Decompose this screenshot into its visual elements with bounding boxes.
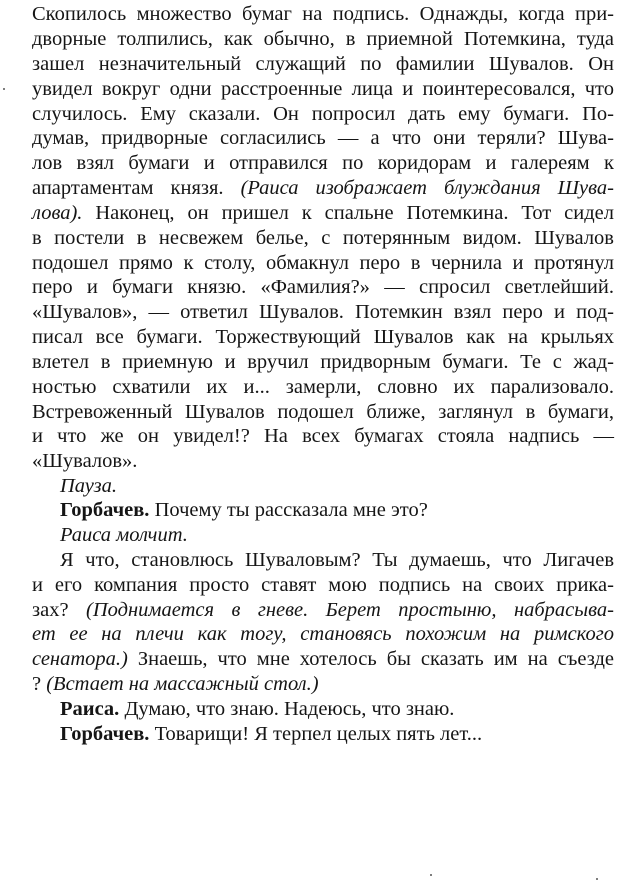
text-line: и что же он увидел!? На всех бумагах стояла надпись — (32, 425, 614, 447)
text-line: Скопилось множество бумаг на подпись. Однажды, когда при- (32, 3, 614, 25)
text-line: Я что, становлюсь Шуваловым? Ты думаешь, что Лигачев (60, 549, 614, 571)
stage-direction: (Встает на массажный стол.) (46, 673, 319, 695)
text-run: Знаешь, что мне хотелось бы сказать им на съезде (137, 648, 614, 670)
text-line: Встревоженный Шувалов подошел ближе, заглянул в бумаги, (32, 401, 614, 423)
stage-direction: лова). (32, 202, 83, 224)
dialogue-line (60, 722, 614, 746)
text-line (32, 201, 614, 225)
text-line: «Шувалов», — ответил Шувалов. Потемкин взял перо и под- (32, 301, 614, 323)
text-run: Наконец, он пришел к спальне Потемкина. Тот сидел (95, 202, 614, 224)
text-line: влетел в приемную и вручил придворным бумаги. Те с жад- (32, 351, 614, 373)
scan-speck (596, 878, 598, 880)
text-run: зах? (32, 599, 69, 621)
text-line: думав, придворные согласились — а что они теряли? Шува- (32, 127, 614, 149)
text-line (32, 672, 614, 696)
dialogue-text: Почему ты рассказала мне это? (154, 499, 428, 521)
text-line: перо и бумаги князю. «Фамилия?» — спросил светлейший. (32, 276, 614, 298)
stage-direction: сенатора.) (32, 648, 128, 670)
text-line: лов взял бумаги и отправился по коридорам и галереям к (32, 152, 614, 174)
text-line (32, 598, 614, 622)
stage-direction: Раиса молчит. (60, 524, 188, 546)
text-line: увидел вокруг одни расстроенные лица и поинтересовался, что (32, 78, 614, 100)
dialogue-text: Думаю, что знаю. Надеюсь, что знаю. (124, 698, 455, 720)
text-run: апартаментам князя. (32, 177, 224, 199)
dialogue-text: Товарищи! Я терпел целых пять лет... (154, 723, 483, 745)
stage-direction: ет ее на плечи как тогу, становясь похожим на римского (32, 623, 614, 645)
dialogue-line (60, 697, 614, 721)
stage-direction: (Поднимается в гневе. Берет простыню, набрасыва- (86, 599, 614, 621)
text-line: «Шувалов». (32, 450, 138, 472)
stage-direction: (Раиса изображает блуждания Шува- (240, 177, 614, 199)
dialogue-line (60, 498, 614, 522)
stage-direction: Пауза. (60, 475, 117, 497)
speaker-name: Горбачев. (60, 499, 150, 521)
text-line: случилось. Ему сказали. Он попросил дать ему бумаги. По- (32, 103, 614, 125)
speaker-name: Раиса. (60, 698, 120, 720)
text-line: и его компания просто ставят мою подпись на своих прика- (32, 574, 614, 596)
text-line (32, 647, 614, 671)
text-line: подошел прямо к столу, обмакнул перо в чернила и протянул (32, 252, 614, 274)
text-line (32, 176, 614, 200)
scan-speck (3, 88, 5, 90)
text-run: ? (32, 673, 42, 695)
text-line: зашел незначительный служащий по фамилии Шувалов. Он (32, 53, 614, 75)
text-line: ностью схватили их и... замерли, словно их парализовало. (32, 376, 614, 398)
speaker-name: Горбачев. (60, 723, 150, 745)
text-line: дворные толпились, как обычно, в приемной Потемкина, туда (32, 28, 614, 50)
text-line: писал все бумаги. Торжествующий Шувалов как на крыльях (32, 326, 614, 348)
scan-speck (430, 874, 432, 876)
text-line: в постели в несвежем белье, с потерянным видом. Шувалов (32, 227, 614, 249)
